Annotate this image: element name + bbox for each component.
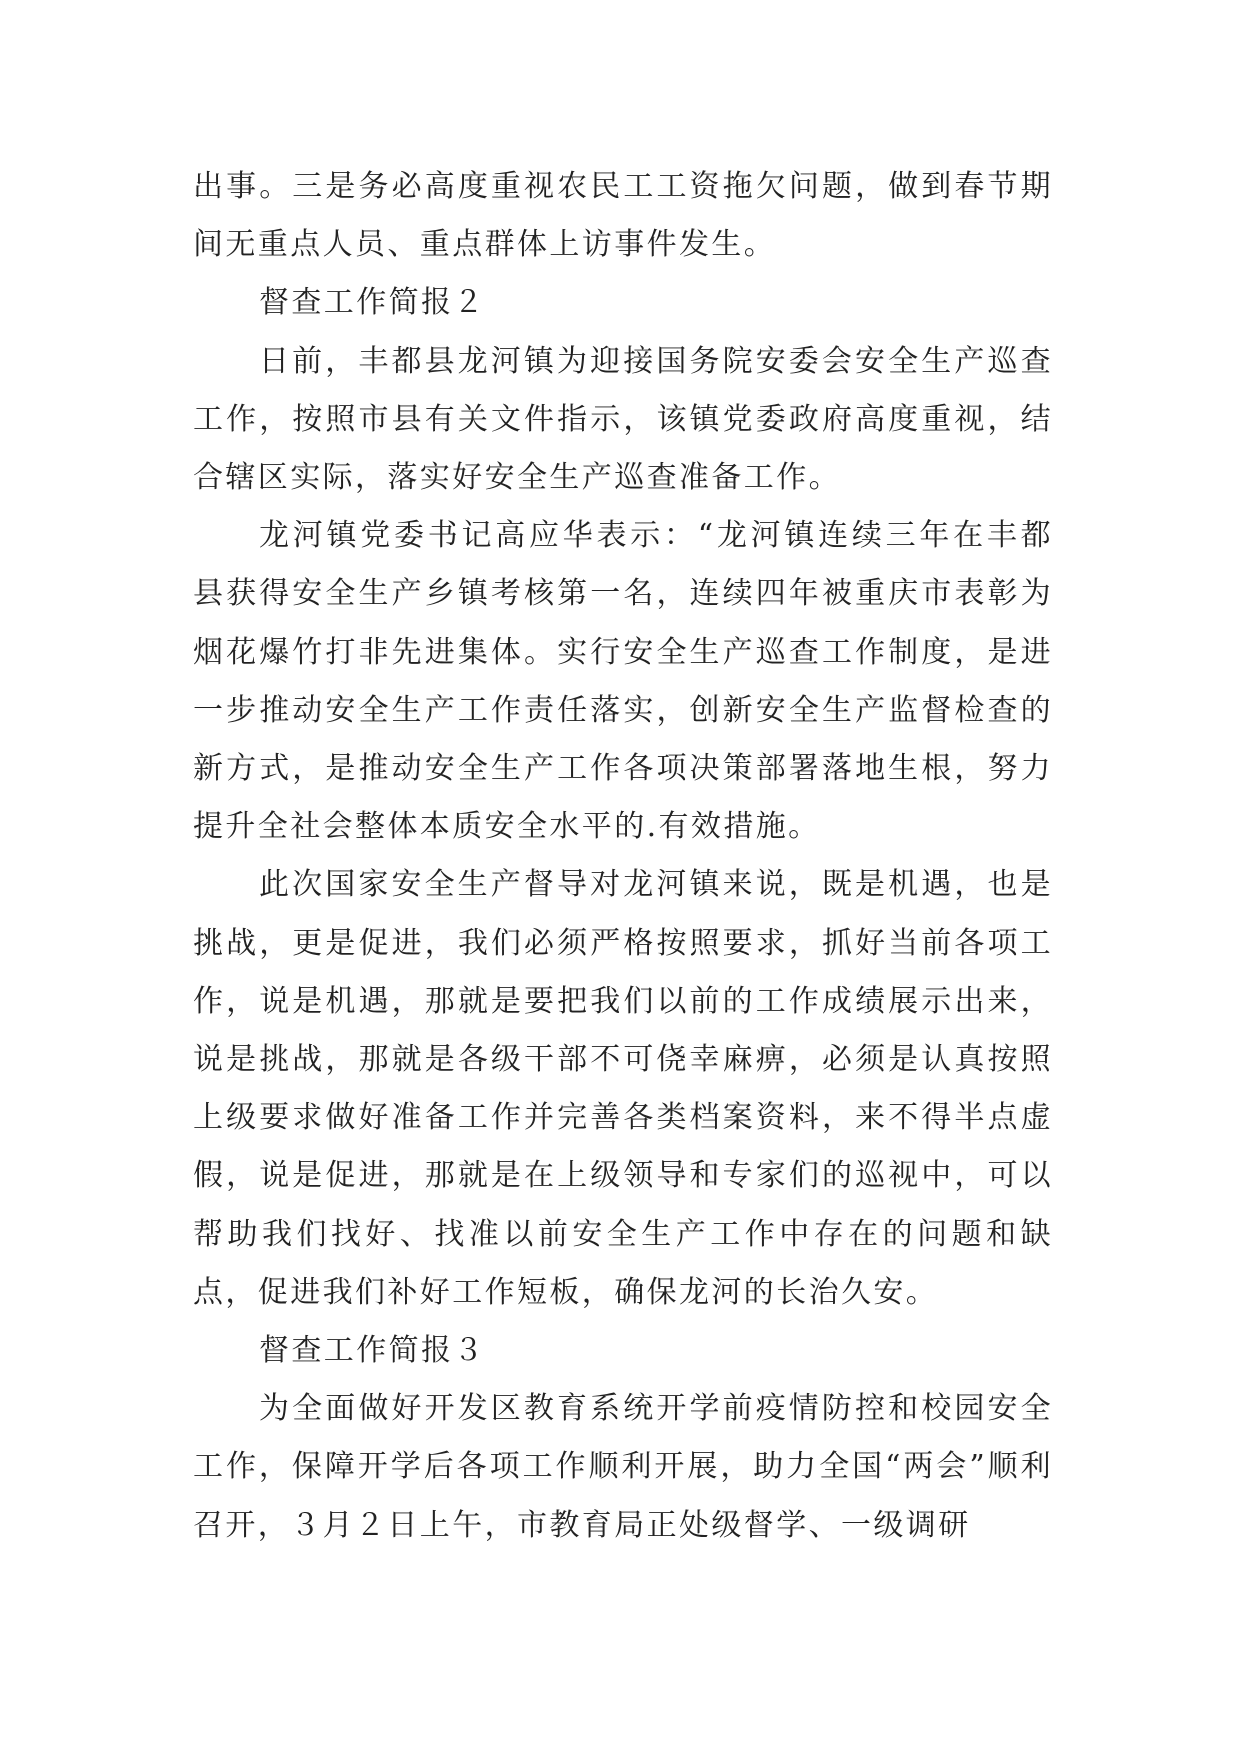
section-heading-3: 督查工作简报３ (259, 1333, 486, 1369)
paragraph: 此次国家安全生产督导对龙河镇来说，既是机遇，也是挑战，更是促进，我们必须严格按照要求，抓好当前各项工作，说是机遇，那就是要把我们以前的工作成绩展示出来，说是挑战，那就是各级干部不可侥幸麻痹，必须是认真按照上级要求做好准备工作并完善各类档案资料，来不得半点虚假，说是促进，那就是在上级领导和专家们的巡视中，可以帮助我们找好、找准以前安全生产工作中存在的问题和缺点，促进我们补好工作短板，确保龙河的长治久安。 (193, 867, 1053, 1310)
paragraph-continuation: 出事。三是务必高度重视农民工工资拖欠问题，做到春节期间无重点人员、重点群体上访事件发生。 (193, 169, 1053, 263)
paragraph: 日前，丰都县龙河镇为迎接国务院安委会安全生产巡查工作，按照市县有关文件指示，该镇党委政府高度重视，结合辖区实际，落实好安全生产巡查准备工作。 (193, 343, 1053, 496)
document-body (193, 158, 1053, 1555)
section-heading-2: 督查工作简报２ (259, 285, 486, 321)
paragraph: 为全面做好开发区教育系统开学前疫情防控和校园安全工作，保障开学后各项工作顺利开展，助力全国“两会”顺利召开，３月２日上午，市教育局正处级督学、一级调研 (193, 1391, 1053, 1543)
paragraph: 龙河镇党委书记高应华表示：“龙河镇连续三年在丰都县获得安全生产乡镇考核第一名，连续四年被重庆市表彰为烟花爆竹打非先进集体。实行安全生产巡查工作制度，是进一步推动安全生产工作责任落实，创新安全生产监督检查的新方式，是推动安全生产工作各项决策部署落地生根，努力提升全社会整体本质安全水平的.有效措施。 (193, 518, 1053, 845)
